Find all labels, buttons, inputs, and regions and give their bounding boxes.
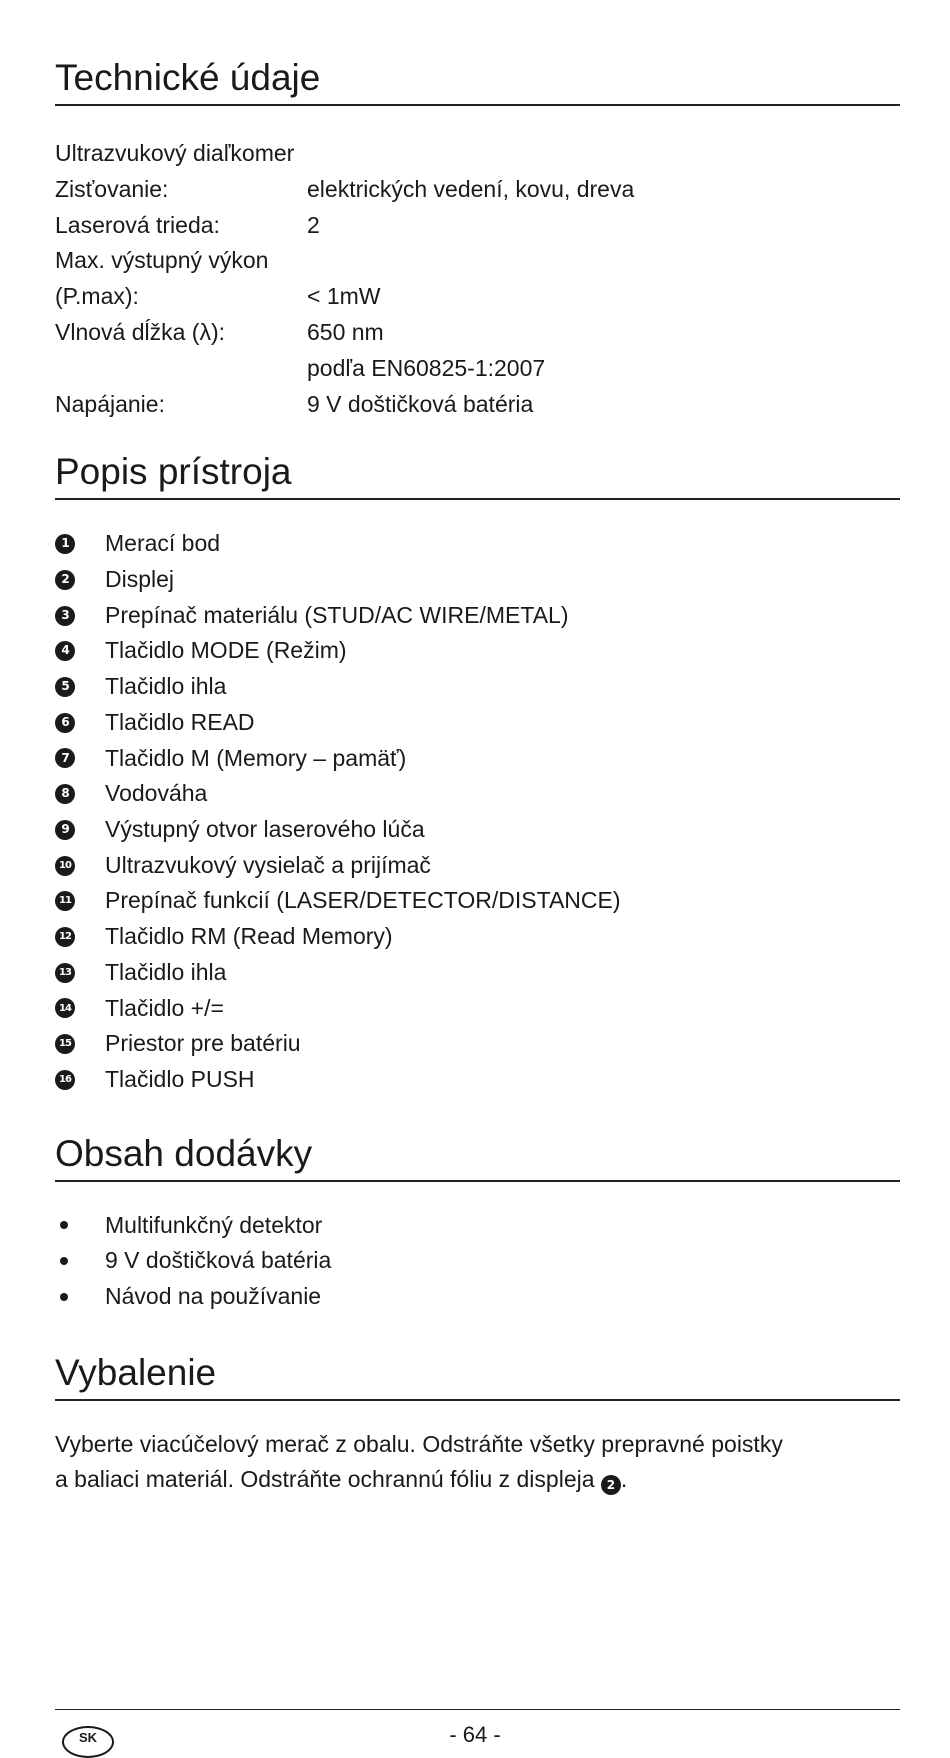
delivery-item-label: 9 V doštičková batéria <box>105 1247 332 1274</box>
part-label: Tlačidlo +/= <box>105 994 224 1021</box>
number-badge-icon: 5 <box>55 677 75 697</box>
spec-row <box>55 243 900 279</box>
section-title-unpacking: Vybalenie <box>55 1351 900 1401</box>
spec-value: 2 <box>307 211 320 238</box>
spec-row <box>55 387 900 423</box>
spec-label: Ultrazvukový diaľkomer <box>55 140 295 166</box>
spec-row <box>55 136 900 172</box>
list-item <box>55 812 900 848</box>
part-label: Tlačidlo RM (Read Memory) <box>105 923 393 950</box>
list-item <box>55 633 900 669</box>
footer-divider <box>55 1709 900 1710</box>
list-item <box>55 1062 900 1098</box>
part-label: Tlačidlo ihla <box>105 673 227 700</box>
list-item <box>55 1243 900 1279</box>
spec-label: Vlnová dĺžka (λ): <box>55 318 226 345</box>
spec-row <box>55 172 900 208</box>
number-badge-icon: 4 <box>55 641 75 661</box>
spec-value: < 1mW <box>307 283 381 310</box>
delivery-item-label: Návod na používanie <box>105 1283 322 1310</box>
number-badge-icon: 6 <box>55 713 75 733</box>
section-title-technical-data: Technické údaje <box>55 56 900 106</box>
spec-label: Laserová trieda: <box>55 211 220 238</box>
spec-row <box>55 351 900 387</box>
bullet-icon <box>60 1293 68 1301</box>
country-code-badge: SK <box>62 1726 114 1758</box>
list-item <box>55 562 900 598</box>
unpacking-paragraph <box>55 1427 900 1497</box>
section-title-device-description: Popis prístroja <box>55 450 900 500</box>
list-item <box>55 883 900 919</box>
number-badge-icon: 11 <box>55 891 75 911</box>
list-item <box>55 1208 900 1244</box>
spec-label <box>55 351 307 387</box>
spec-label: Napájanie: <box>55 390 165 417</box>
number-badge-icon: 14 <box>55 998 75 1018</box>
delivery-list <box>55 1208 900 1315</box>
part-label: Merací bod <box>105 530 221 557</box>
number-badge-icon: 3 <box>55 606 75 626</box>
list-item <box>55 848 900 884</box>
spec-label: Zisťovanie: <box>55 175 169 202</box>
number-badge-icon: 13 <box>55 963 75 983</box>
spec-value: 650 nm <box>307 318 384 345</box>
part-label: Displej <box>105 566 175 593</box>
list-item <box>55 526 900 562</box>
part-label: Prepínač materiálu (STUD/AC WIRE/METAL) <box>105 601 569 628</box>
part-label: Tlačidlo READ <box>105 708 255 735</box>
paragraph-text: . <box>620 1465 628 1492</box>
list-item <box>55 1026 900 1062</box>
number-badge-icon: 2 <box>601 1475 621 1495</box>
spec-row <box>55 279 900 315</box>
paragraph-line <box>55 1462 900 1497</box>
number-badge-icon: 15 <box>55 1034 75 1054</box>
part-label: Tlačidlo MODE (Režim) <box>105 637 347 664</box>
list-item <box>55 669 900 705</box>
bullet-icon <box>60 1221 68 1229</box>
list-item <box>55 991 900 1027</box>
spec-label: Max. výstupný výkon <box>55 247 269 274</box>
part-label: Výstupný otvor laserového lúča <box>105 816 425 842</box>
number-badge-icon: 1 <box>55 534 75 554</box>
page-number: - 64 - <box>449 1722 501 1747</box>
section-title-delivery-contents: Obsah dodávky <box>55 1132 900 1182</box>
paragraph-line: Vyberte viacúčelový merač z obalu. Odstráňte všetky prepravné poistky <box>55 1430 783 1457</box>
parts-list <box>55 526 900 1097</box>
list-item <box>55 741 900 777</box>
spec-value: elektrických vedení, kovu, dreva <box>307 175 635 202</box>
number-badge-icon: 16 <box>55 1070 75 1090</box>
spec-value: 9 V doštičková batéria <box>307 390 534 417</box>
number-badge-icon: 8 <box>55 784 75 804</box>
part-label: Tlačidlo ihla <box>105 958 227 985</box>
list-item <box>55 705 900 741</box>
part-label: Ultrazvukový vysielač a prijímač <box>105 851 431 878</box>
spec-value: podľa EN60825-1:2007 <box>307 354 546 381</box>
list-item <box>55 1279 900 1315</box>
part-label: Tlačidlo M (Memory – pamäť) <box>105 744 407 771</box>
number-badge-icon: 9 <box>55 820 75 840</box>
part-label: Vodováha <box>105 780 208 807</box>
part-label: Prepínač funkcií (LASER/DETECTOR/DISTANCE) <box>105 887 621 914</box>
bullet-icon <box>60 1257 68 1265</box>
number-badge-icon: 2 <box>55 570 75 590</box>
list-item <box>55 598 900 634</box>
number-badge-icon: 12 <box>55 927 75 947</box>
manual-page <box>55 0 900 1497</box>
list-item <box>55 919 900 955</box>
list-item <box>55 955 900 991</box>
part-label: Priestor pre batériu <box>105 1030 301 1057</box>
part-label: Tlačidlo PUSH <box>105 1065 255 1092</box>
number-badge-icon: 10 <box>55 856 75 876</box>
spec-table <box>55 136 900 422</box>
paragraph-text: a baliaci materiál. Odstráňte ochrannú fóliu z displeja <box>55 1465 595 1492</box>
spec-row <box>55 208 900 244</box>
spec-label: (P.max): <box>55 283 139 310</box>
spec-row <box>55 315 900 351</box>
delivery-item-label: Multifunkčný detektor <box>105 1211 323 1238</box>
list-item <box>55 776 900 812</box>
number-badge-icon: 7 <box>55 748 75 768</box>
